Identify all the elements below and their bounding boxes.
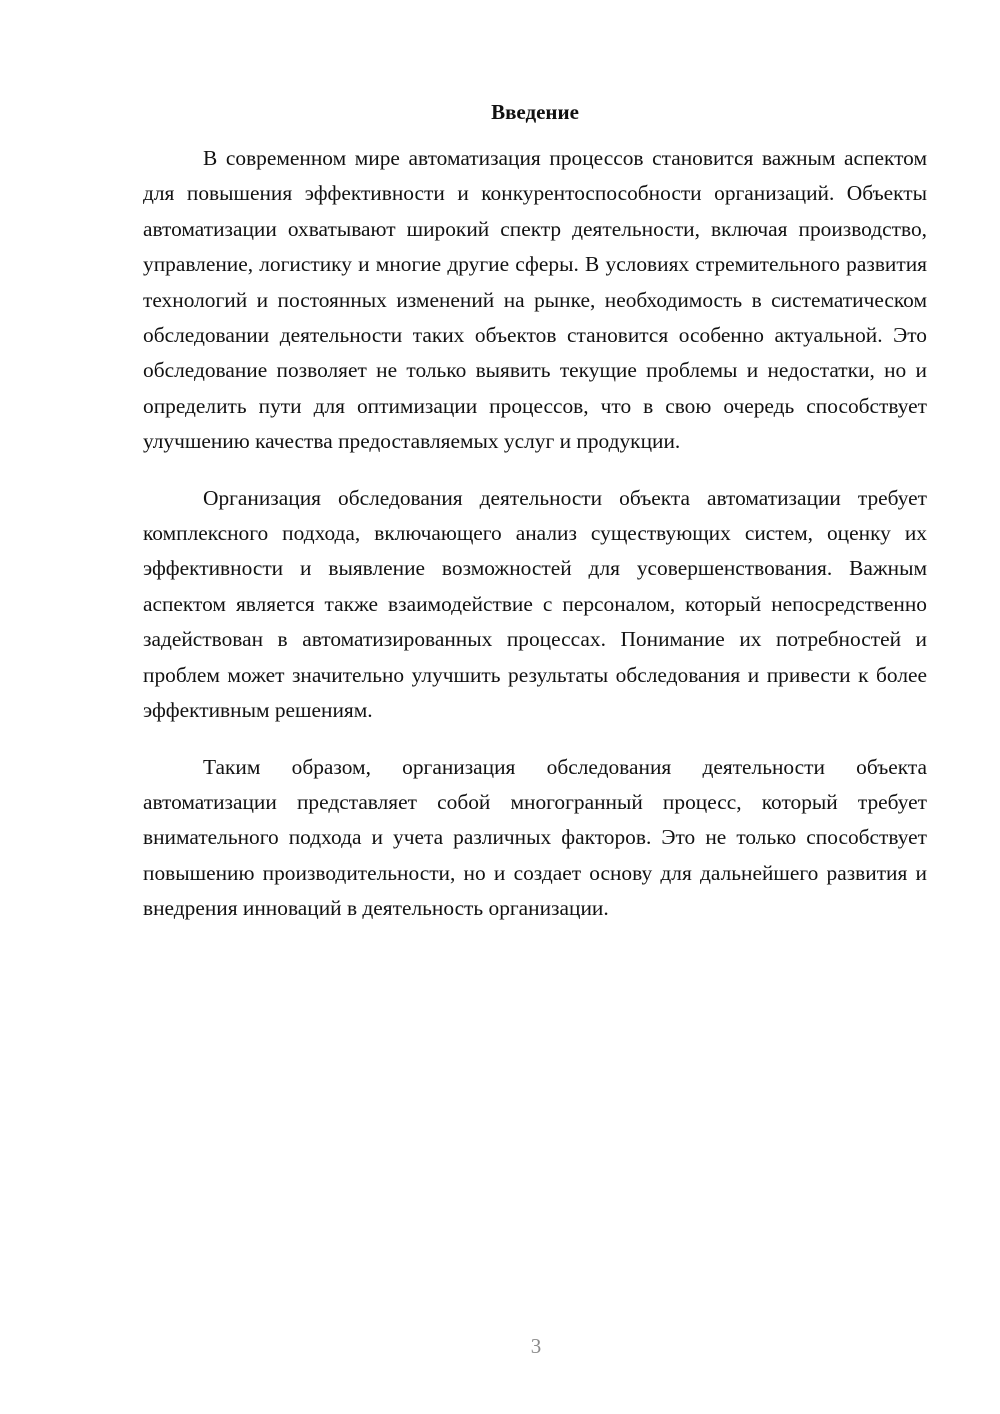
section-heading: Введение [491, 100, 579, 124]
paragraph-2: Организация обследования деятельности объекта автоматизации требует комплексного подхода, включающего анализ существующих систем, оценку их эффективности и выявление возможностей для усовершенствования. Важным аспектом является также взаимодействие с персоналом, который непосредственно задействован в автоматизированных процессах. Понимание их потребностей и проблем может значительно улучшить результаты обследования и привести к более эффективным решениям. [143, 485, 927, 723]
paragraph-3: Таким образом, организация обследования деятельности объекта автоматизации представляет собой многогранный процесс, который требует внимательного подхода и учета различных факторов. Это не только способствует повышению производительности, но и создает основу для дальнейшего развития и внедрения инноваций в деятельность организации. [143, 754, 927, 921]
paragraph-1: В современном мире автоматизация процессов становится важным аспектом для повышения эффективности и конкурентоспособности организаций. Объекты автоматизации охватывают широкий спектр деятельности, включая производство, управление, логистику и многие другие сферы. В условиях стремительного развития технологий и постоянных изменений на рынке, необходимость в систематическом обследовании деятельности таких объектов становится особенно актуальной. Это обследование позволяет не только выявить текущие проблемы и недостатки, но и определить пути для оптимизации процессов, что в свою очередь способствует улучшению качества предоставляемых услуг и продукции. [143, 146, 927, 454]
page-number: 3 [530, 1334, 542, 1358]
document-body [143, 141, 927, 948]
